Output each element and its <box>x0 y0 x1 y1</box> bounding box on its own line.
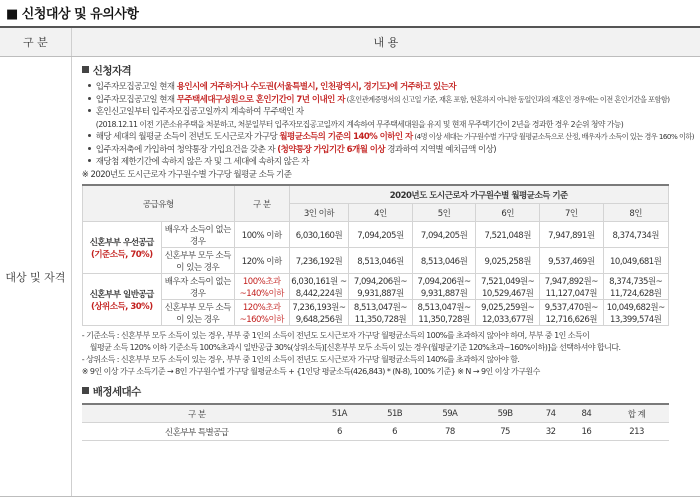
group-sub: (기준소득, 70%) <box>90 249 153 260</box>
qualification-item <box>88 106 694 119</box>
header-content: 내 용 <box>71 27 700 57</box>
qualification-title: 신청자격 <box>92 65 132 77</box>
square-bullet-icon <box>82 66 89 73</box>
item-highlight: (청약통장 가입기간 6개월 이상 <box>277 144 386 155</box>
col-size: 3인 이하 <box>289 204 348 222</box>
row-label: 배우자 소득이 없는 경우 <box>161 274 234 300</box>
table-row <box>82 274 668 300</box>
header-category: 구 분 <box>0 27 71 57</box>
table-cell: 7,094,206원~ 9,931,887원 <box>412 274 476 300</box>
row-label: 배우자 소득이 없는 경우 <box>161 222 234 248</box>
table-cell: 7,236,193원~ 9,648,256원 <box>289 300 348 326</box>
table-row <box>82 423 669 441</box>
col-size: 4인 <box>349 204 413 222</box>
table-cell: 6,030,161원 ~ 8,442,224원 <box>289 274 348 300</box>
col-size: 5인 <box>412 204 476 222</box>
square-bullet-icon <box>82 387 89 394</box>
row-percent: 100%초과 ~140%이하 <box>234 274 289 300</box>
group-name: 신혼부부 우선공급 <box>89 237 154 248</box>
table-cell: 7,094,206원~ 9,931,887원 <box>349 274 413 300</box>
table-cell: 8,513,047원~ 11,350,728원 <box>349 300 413 326</box>
table-cell: 8,513,046원 <box>412 248 476 274</box>
qualification-list <box>82 81 694 169</box>
footnote: 월평균 소득 120% 이하 기준소득 100%초과시 일반공급 30%(상위소득)[신혼부부 모두 소득이 있는 경우(월평균기준 120%초과~160%이하)]을 선택하셔야 합니다. <box>89 343 621 352</box>
col-division: 구 분 <box>234 185 289 222</box>
col-category: 구 분 <box>82 404 312 423</box>
item-highlight: 용인시에 거주하거나 수도권(서울특별시, 인천광역시, 경기도)에 거주하고 있는자 <box>176 82 456 92</box>
table-cell: 16 <box>569 423 605 441</box>
group-general <box>82 274 161 326</box>
table-cell: 8,513,047원~ 11,350,728원 <box>412 300 476 326</box>
table-cell: 8,374,735원~ 11,724,628원 <box>603 274 668 300</box>
table-row <box>82 222 668 248</box>
table-cell: 8,513,046원 <box>349 248 413 274</box>
row-label: 신혼부부 모두 소득이 있는 경우 <box>161 300 234 326</box>
income-note: ※ 2020년도 도시근로자 가구원수별 가구당 월평균 소득 기준 <box>81 169 292 180</box>
col-total: 합 계 <box>604 404 668 423</box>
item-subnote: (2018.12.11 이전 기존소유주택을 처분하고, 처분일부터 입주자모집공고일까지 계속하여 무주택세대원을 유지 및 현재 무주택기간이 2년을 경과한 경우 2순위 청약 가능) <box>95 119 624 129</box>
allocation-title: 배정세대수 <box>92 386 141 398</box>
col-type: 59B <box>477 404 532 423</box>
row-label: 신혼부부 특별공급 <box>82 423 312 441</box>
bullet-icon <box>88 159 91 162</box>
col-supply-type: 공급유형 <box>82 185 234 222</box>
col-type: 74 <box>533 404 569 423</box>
table-cell: 213 <box>604 423 668 441</box>
item-highlight: 월평균소득의 기준의 140% 이하인 자 <box>279 132 413 142</box>
item-text: 해당 세대의 월평균 소득이 전년도 도시근로자 가구당 <box>95 132 280 142</box>
footnote: - 상위소득 : 신혼부부 모두 소득이 있는 경우, 부부 중 1인의 소득이 전년도 도시근로자 가구당 월평균소득의 140%를 초과하지 않아야 함. <box>81 355 520 364</box>
bullet-icon <box>88 147 91 150</box>
item-note: (혼인관계증명서의 신고일 기준, 재혼 포함, 현혼하지 아니한 동일인과의 재혼인 경우에는 이전 혼인기간을 포함함) <box>344 94 670 104</box>
table-cell: 9,537,469원 <box>540 248 604 274</box>
row-percent: 120% 이하 <box>234 248 289 274</box>
bullet-icon <box>88 84 91 87</box>
footnote: - 기준소득 : 신혼부부 모두 소득이 있는 경우, 부부 중 1인의 소득이 전년도 도시근로자 가구당 월평균소득의 100%를 초과하지 않아야 하며, 부부 중 1인 소득이 <box>81 331 590 340</box>
table-cell: 7,521,048원 <box>476 222 540 248</box>
table-cell: 7,094,205원 <box>349 222 413 248</box>
allocation-table <box>82 403 669 441</box>
group-priority <box>82 222 161 274</box>
qualification-item <box>88 81 694 94</box>
group-sub: (상위소득, 30%) <box>90 301 153 312</box>
table-cell: 75 <box>477 423 532 441</box>
table-cell: 32 <box>533 423 569 441</box>
item-highlight: 무주택세대구성원으로 혼인기간이 7년 이내인 자 <box>176 94 345 105</box>
category-label: 대상 및 자격 <box>0 57 71 497</box>
item-text: 입주자저축에 가입하여 청약통장 가입요건을 갖춘 자 <box>95 144 278 155</box>
qualification-item <box>88 156 694 169</box>
page-title: ■ 신청대상 및 유의사항 <box>6 7 139 22</box>
table-cell: 6 <box>367 423 422 441</box>
col-type: 51B <box>367 404 422 423</box>
item-text: 재당첨 제한기간에 속하지 않은 자 및 그 세대에 속하지 않은 자 <box>95 157 309 167</box>
table-cell: 9,025,258원 <box>476 248 540 274</box>
col-size: 8인 <box>603 204 668 222</box>
footnotes <box>82 330 694 378</box>
table-cell: 10,049,681원 <box>603 248 668 274</box>
item-text: 입주자모집공고일 현재 <box>95 94 177 105</box>
item-note: 경과하여 지역별 예치금액 이상) <box>385 144 497 155</box>
table-cell: 7,947,891원 <box>540 222 604 248</box>
bullet-icon <box>88 134 91 137</box>
table-row <box>82 248 668 274</box>
table-cell: 7,236,192원 <box>289 248 348 274</box>
table-cell: 10,049,682원~ 13,399,574원 <box>603 300 668 326</box>
table-cell: 9,537,470원~ 12,716,626원 <box>540 300 604 326</box>
table-cell: 6,030,160원 <box>289 222 348 248</box>
table-row <box>82 300 668 326</box>
qualification-item <box>88 94 694 107</box>
table-cell: 7,947,892원~ 11,127,047원 <box>540 274 604 300</box>
bullet-icon <box>88 97 91 100</box>
col-type: 51A <box>312 404 367 423</box>
col-size: 7인 <box>540 204 604 222</box>
col-income-standard: 2020년도 도시근로자 가구원수별 월평균소득 기준 <box>289 185 668 204</box>
group-name: 신혼부부 일반공급 <box>89 289 154 300</box>
table-cell: 7,094,205원 <box>412 222 476 248</box>
bullet-icon <box>88 109 91 112</box>
col-type: 59A <box>422 404 477 423</box>
item-note: (4명 이상 세대는 가구원수별 가구당 월평균소득으로 산정, 배우자가 소득이 있는 경우 160% 이하) <box>412 132 694 141</box>
main-table <box>0 26 700 497</box>
table-cell: 6 <box>312 423 367 441</box>
qualification-item <box>88 144 694 157</box>
table-cell: 8,374,734원 <box>603 222 668 248</box>
income-table <box>82 184 669 326</box>
content-cell <box>71 57 700 497</box>
qualification-heading <box>82 63 694 78</box>
allocation-heading <box>82 384 694 399</box>
col-size: 6인 <box>476 204 540 222</box>
row-percent: 120%초과 ~160%이하 <box>234 300 289 326</box>
footnote: ※ 9인 이상 가구 소득기준 → 8인 가구원수별 가구당 월평균소득 + {1인당 평균소득(426,843) * (N-8), 100% 기준} ※ N → 9인 이상 가구원수 <box>81 367 540 376</box>
item-text: 혼인신고일부터 입주자모집공고일까지 계속하여 무주택인 자 <box>95 107 304 117</box>
qualification-item <box>88 131 694 144</box>
row-percent: 100% 이하 <box>234 222 289 248</box>
qualification-item-sub <box>88 119 694 132</box>
col-type: 84 <box>569 404 605 423</box>
row-label: 신혼부부 모두 소득이 있는 경우 <box>161 248 234 274</box>
table-cell: 9,025,259원~ 12,033,677원 <box>476 300 540 326</box>
table-cell: 7,521,049원~ 10,529,467원 <box>476 274 540 300</box>
item-text: 입주자모집공고일 현재 <box>95 82 177 92</box>
table-cell: 78 <box>422 423 477 441</box>
